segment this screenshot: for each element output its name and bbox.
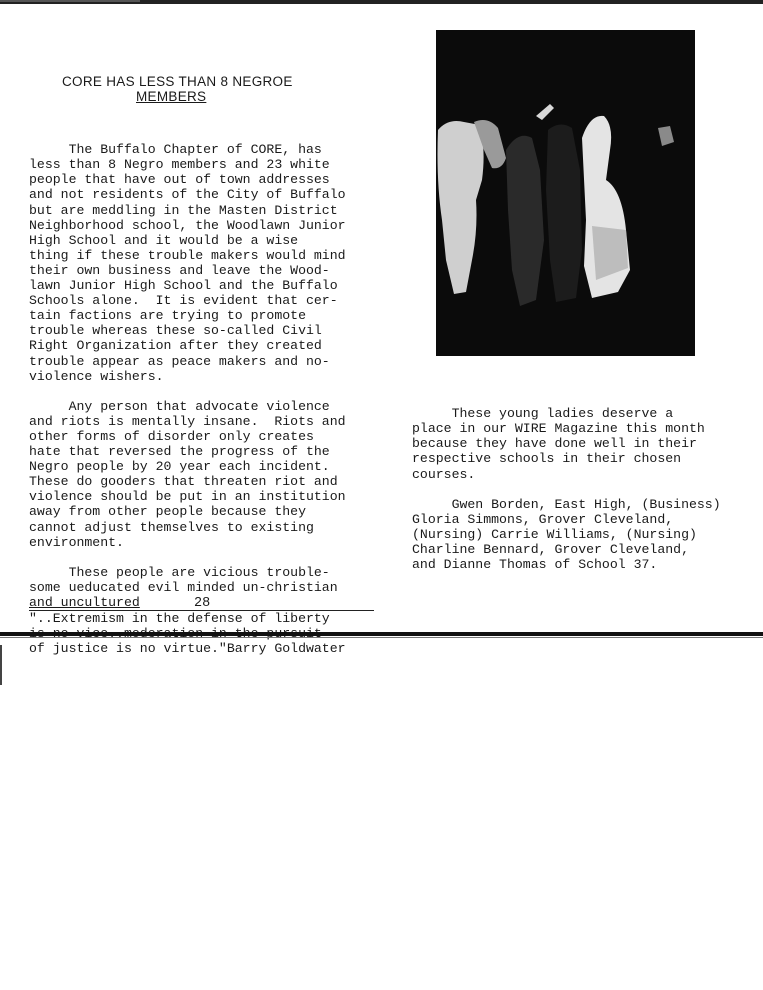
paragraph-core-members (29, 142, 389, 384)
text-line: Gwen Borden, East High, (Business) (412, 496, 721, 512)
text-line: These young ladies deserve a (412, 406, 674, 422)
headline-line-2: MEMBERS (136, 89, 207, 104)
text-line: people that have out of town addresses (29, 172, 330, 188)
top-left-rule (0, 0, 140, 2)
text-line: These people are vicious trouble- (29, 564, 330, 580)
text-line: cannot adjust themselves to existing (29, 519, 314, 535)
text-line: High School and it would be a wise (29, 232, 299, 248)
text-line: The Buffalo Chapter of CORE, has (29, 142, 322, 158)
text-line: tain factions are trying to promote (29, 308, 306, 324)
page-number: 28 (194, 596, 211, 611)
text-line: of justice is no virtue."Barry Goldwater (29, 641, 346, 657)
text-line: away from other people because they (29, 504, 306, 520)
paragraph-student-names (412, 497, 757, 572)
text-line: trouble appear as peace makers and no- (29, 353, 330, 369)
text-line: and not residents of the City of Buffalo (29, 187, 346, 203)
paragraph-young-ladies (412, 406, 757, 481)
text-line: violence wishers. (29, 368, 164, 384)
text-line: Negro people by 20 year each incident. (29, 459, 330, 475)
right-article-column (412, 376, 757, 587)
text-line: other forms of disorder only creates (29, 428, 314, 444)
text-line: Neighborhood school, the Woodlawn Junior (29, 217, 346, 233)
article-headline (62, 74, 322, 104)
photo-figures (436, 30, 695, 356)
text-line: some ueducated evil minded un-christian (29, 579, 338, 595)
page-bottom-rule (0, 632, 763, 636)
text-line: less than 8 Negro members and 23 white (29, 157, 330, 173)
text-line: These do gooders that threaten riot and (29, 474, 338, 490)
text-line: (Nursing) Carrie Williams, (Nursing) (412, 526, 697, 542)
photo-young-ladies (436, 30, 695, 356)
text-line: hate that reversed the progress of the (29, 444, 330, 460)
text-line: environment. (29, 534, 124, 550)
paragraph-violence (29, 399, 389, 550)
text-line: place in our WIRE Magazine this month (412, 421, 705, 437)
left-article-column (29, 112, 389, 671)
text-line: Charline Bennard, Grover Cleveland, (412, 542, 689, 558)
page-bottom-rule-thin (0, 637, 763, 638)
text-line: Any person that advocate violence (29, 398, 330, 414)
headline-line-1: CORE HAS LESS THAN 8 NEGROE (62, 74, 293, 89)
text-line: and Dianne Thomas of School 37. (412, 557, 658, 573)
text-line: respective schools in their chosen (412, 451, 682, 467)
text-line: thing if these trouble makers would mind (29, 247, 346, 263)
text-line: Schools alone. It is evident that cer- (29, 293, 338, 309)
text-line: and uncultured (29, 595, 140, 610)
text-line: violence should be put in an institution (29, 489, 346, 505)
text-line: trouble whereas these so-called Civil (29, 323, 322, 339)
text-line: courses. (412, 466, 476, 482)
text-line: lawn Junior High School and the Buffalo (29, 278, 338, 294)
text-line: their own business and leave the Wood- (29, 262, 330, 278)
page-edge-mark (0, 645, 2, 685)
text-line: Gloria Simmons, Grover Cleveland, (412, 511, 674, 527)
text-line: Right Organization after they created (29, 338, 322, 354)
text-line: because they have done well in their (412, 436, 697, 452)
text-line: but are meddling in the Masten District (29, 202, 338, 218)
text-line: and riots is mentally insane. Riots and (29, 413, 346, 429)
text-line: "..Extremism in the defense of liberty (29, 611, 330, 627)
